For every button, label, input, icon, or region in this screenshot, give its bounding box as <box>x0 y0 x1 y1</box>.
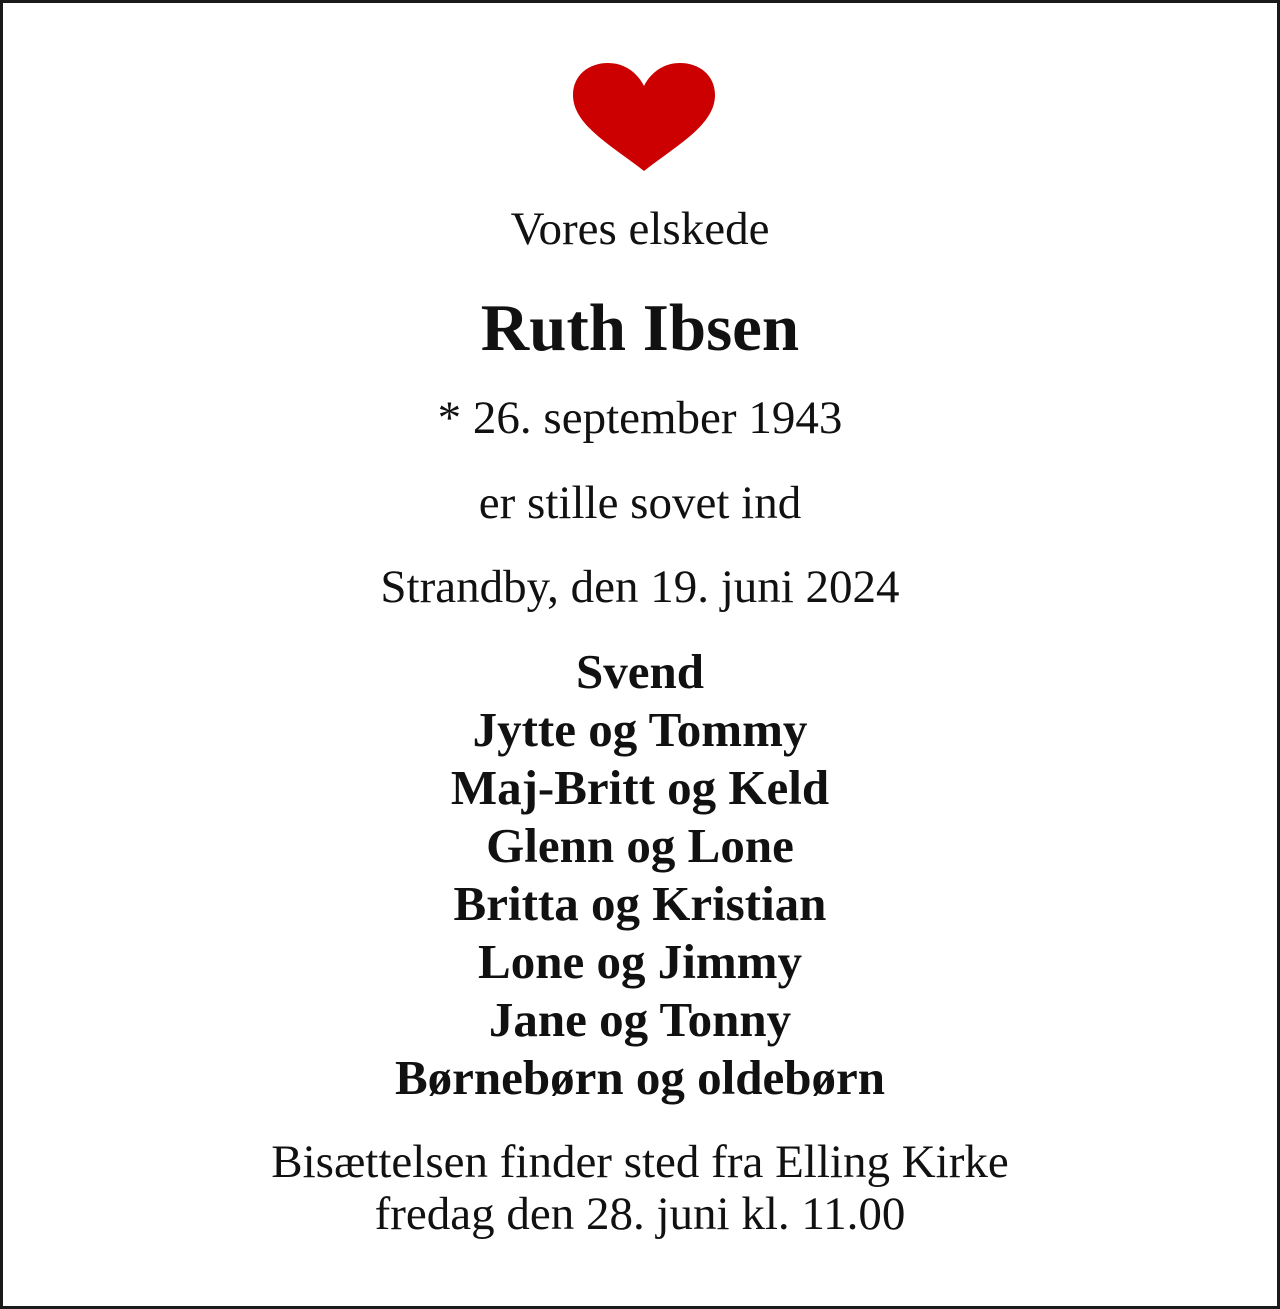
passed-text: er stille sovet ind <box>478 477 802 529</box>
family-member: Svend <box>575 644 704 699</box>
heart-icon <box>571 61 717 173</box>
family-member: Lone og Jimmy <box>478 934 802 989</box>
family-member: Maj-Britt og Keld <box>450 760 830 815</box>
family-member: Jytte og Tommy <box>472 702 808 757</box>
place-and-date: Strandby, den 19. juni 2024 <box>380 561 900 613</box>
family-member: Jane og Tonny <box>488 992 792 1047</box>
family-member: Børnebørn og oldebørn <box>394 1050 886 1105</box>
funeral-info <box>3 1136 1277 1240</box>
family-list <box>3 643 1277 1107</box>
family-member: Glenn og Lone <box>486 818 794 873</box>
birth-date: * 26. september 1943 <box>437 392 843 444</box>
deceased-name: Ruth Ibsen <box>480 291 800 365</box>
family-member: Britta og Kristian <box>453 876 827 931</box>
intro-text: Vores elskede <box>510 203 770 255</box>
funeral-location: Bisættelsen finder sted fra Elling Kirke <box>271 1136 1009 1188</box>
funeral-time: fredag den 28. juni kl. 11.00 <box>374 1188 906 1240</box>
